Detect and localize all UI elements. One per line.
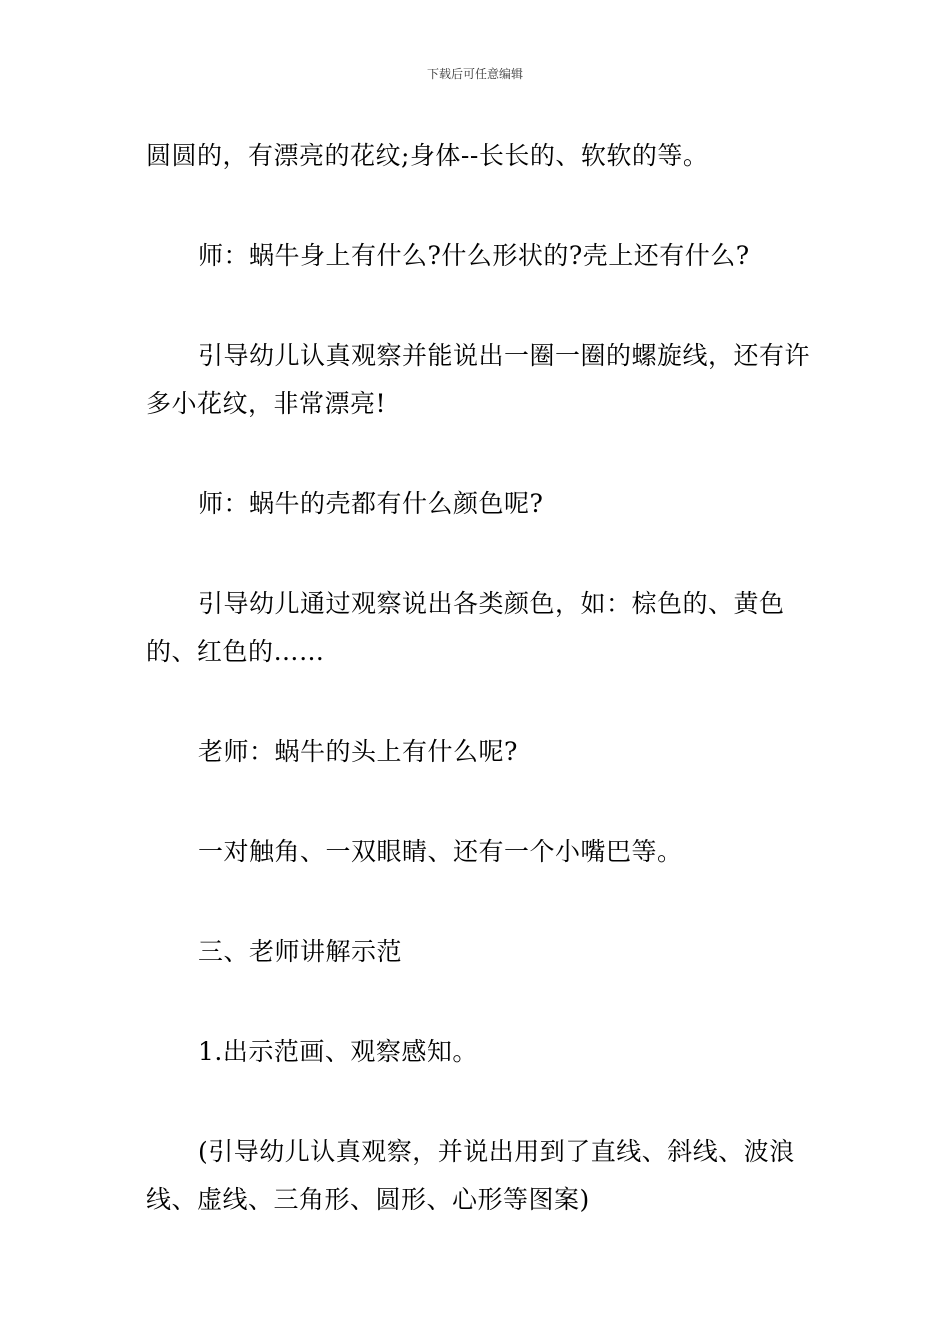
paragraph-continuation: 圆圆的，有漂亮的花纹;身体--长长的、软软的等。 [146, 141, 709, 170]
header-note: 下载后可任意编辑 [426, 67, 523, 81]
paragraph-teacher-question-head: 老师：蜗牛的头上有什么呢? [198, 737, 518, 766]
paragraph-step-1: 1.出示范画、观察感知。 [198, 1037, 478, 1066]
paragraph-guide-colors: 引导幼儿通过观察说出各类颜色，如：棕色的、黄色的、红色的…… [146, 589, 785, 666]
paragraph-teacher-question-shell: 师：蜗牛身上有什么?什么形状的?壳上还有什么? [198, 241, 750, 270]
paragraph-head-answer: 一对触角、一双眼睛、还有一个小嘴巴等。 [198, 837, 683, 866]
section-heading-demonstration: 三、老师讲解示范 [198, 937, 403, 966]
paragraph-observation-note: (引导幼儿认真观察，并说出用到了直线、斜线、波浪线、虚线、三角形、圆形、心形等图案) [146, 1137, 795, 1214]
paragraph-guide-spiral: 引导幼儿认真观察并能说出一圈一圈的螺旋线，还有许多小花纹，非常漂亮! [146, 341, 811, 418]
document-body [146, 132, 810, 1224]
paragraph-teacher-question-color: 师：蜗牛的壳都有什么颜色呢? [198, 489, 544, 518]
